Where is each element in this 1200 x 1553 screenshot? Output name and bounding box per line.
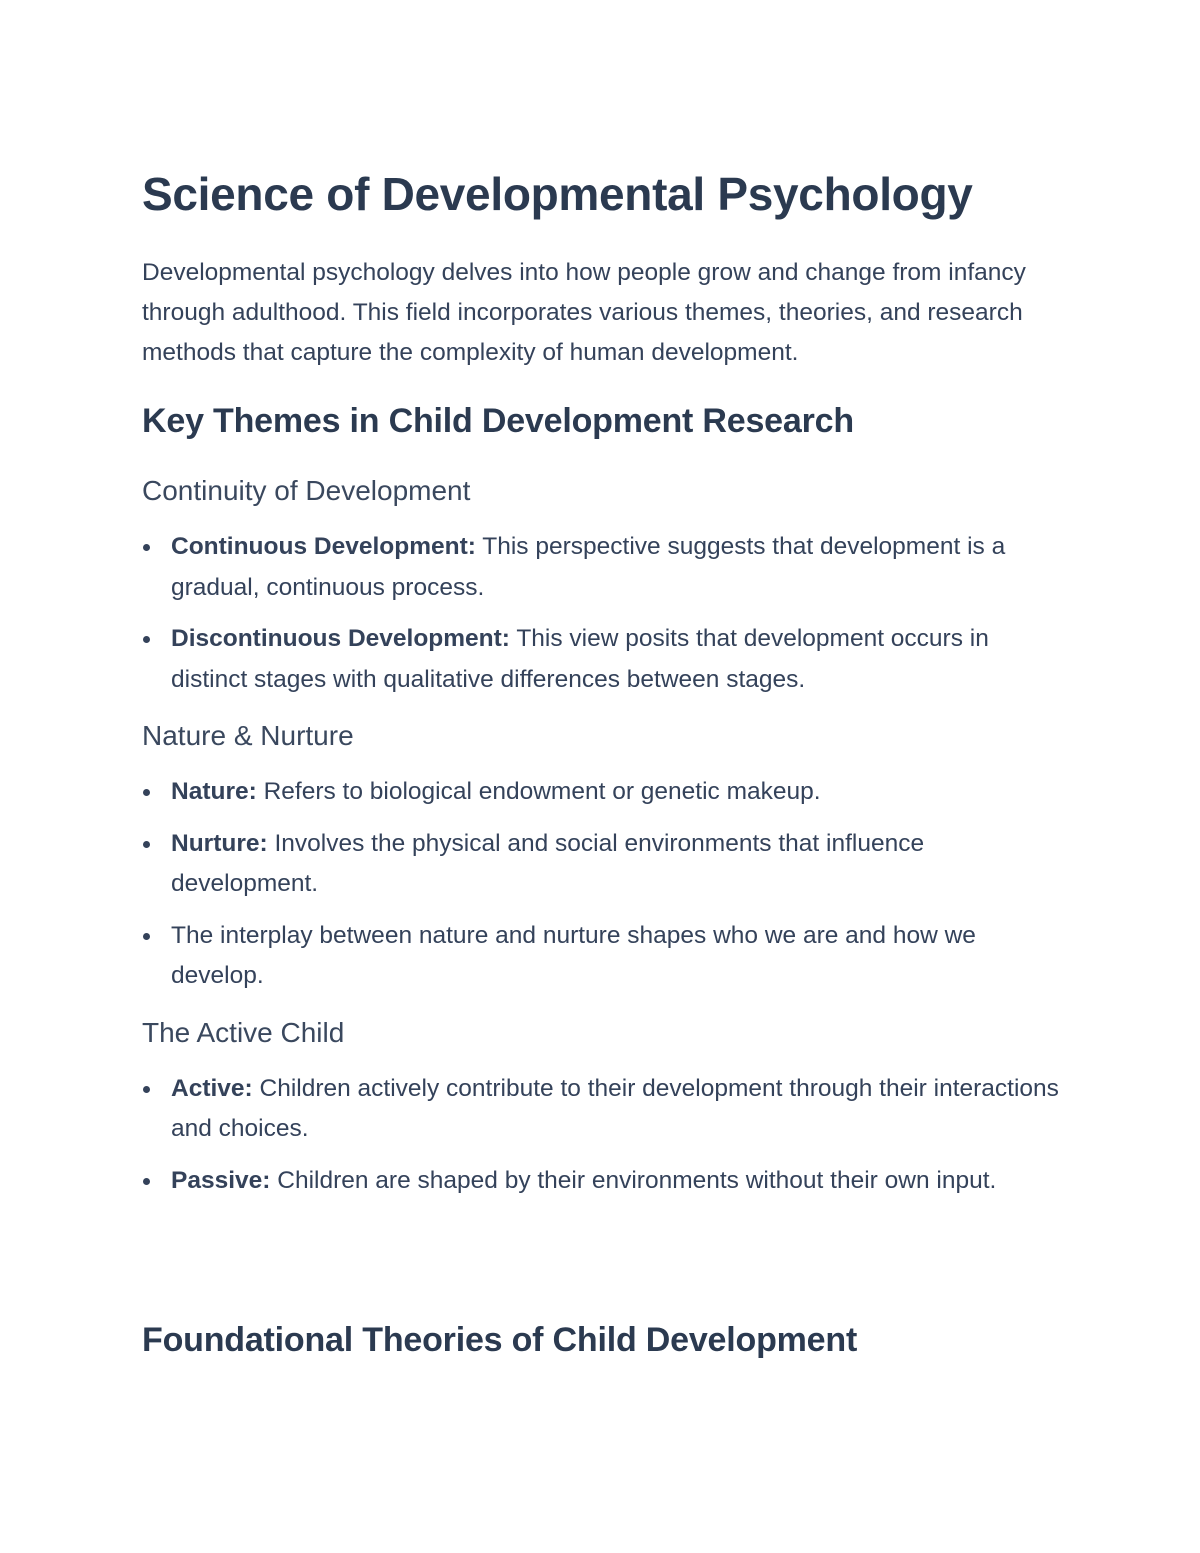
list-item: [142, 824, 1061, 905]
list-item: [142, 1161, 1061, 1202]
intro-paragraph: Developmental psychology delves into how people grow and change from infancy through adulthood. This field incorporates various themes, theories, and research methods that capture the complexity of human development.: [142, 259, 1026, 366]
list-item-text: Children are shaped by their environments without their own input.: [270, 1166, 997, 1194]
subheading-continuity: Continuity of Development: [142, 475, 471, 506]
list-item-term: Active:: [171, 1074, 253, 1102]
bullet-icon: [143, 544, 150, 551]
list-nature-nurture: [142, 772, 1072, 997]
list-continuity: [142, 527, 1072, 700]
bullet-icon: [143, 789, 150, 796]
list-item-term: Nurture:: [171, 829, 268, 857]
subheading-nature-nurture: Nature & Nurture: [142, 720, 354, 751]
list-item-term: Passive:: [171, 1166, 271, 1194]
list-active-child: [142, 1069, 1072, 1202]
list-item-text: This view posits that development occurs in distinct stages with qualitative differences between stages.: [171, 625, 989, 693]
bullet-icon: [143, 933, 150, 940]
bullet-icon: [143, 1178, 150, 1185]
list-item-text: Refers to biological endowment or genetic makeup.: [256, 778, 821, 805]
list-item-term: Discontinuous Development:: [171, 625, 510, 652]
list-item-text: Children actively contribute to their development through their interactions and choices.: [171, 1074, 1059, 1142]
bullet-icon: [143, 841, 150, 848]
subheading-active-child: The Active Child: [142, 1016, 345, 1048]
bullet-icon: [143, 1086, 150, 1093]
list-item-text: Involves the physical and social environments that influence development.: [171, 829, 925, 897]
list-item-term: Nature:: [171, 778, 257, 805]
list-item: [142, 772, 1061, 813]
list-item: [142, 619, 1061, 700]
list-item: [142, 527, 1061, 608]
list-item-text: The interplay between nature and nurture shapes who we are and how we develop.: [171, 921, 976, 989]
list-item: [142, 1069, 1061, 1150]
bullet-icon: [143, 636, 150, 643]
list-item-text: This perspective suggests that development is a gradual, continuous process.: [171, 533, 1006, 601]
page-title: Science of Developmental Psychology: [142, 168, 973, 220]
section-heading-key-themes: Key Themes in Child Development Research: [142, 402, 854, 440]
list-item: [142, 916, 1061, 997]
list-item-term: Continuous Development:: [171, 533, 476, 560]
section-heading-foundational-theories: Foundational Theories of Child Development: [142, 1321, 858, 1359]
document-page: [142, 163, 1072, 1359]
